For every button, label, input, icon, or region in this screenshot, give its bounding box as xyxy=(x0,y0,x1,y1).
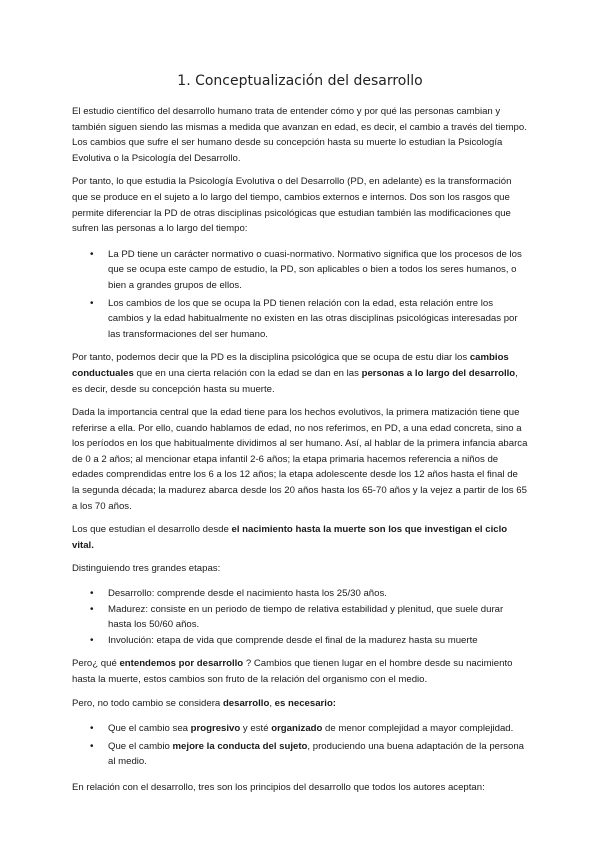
list-item: • Los cambios de los que se ocupa la PD tienen relación con la edad, esta relación entre los cambios y la edad habitualmente no existen en las otras disciplinas psicológicas interesadas por las transformaciones del ser humano. xyxy=(108,296,528,343)
list-item: • Involución: etapa de vida que comprende desde el final de la madurez hasta su muerte xyxy=(108,633,528,649)
summary-paragraph: Por tanto, podemos decir que la PD es la disciplina psicológica que se ocupa de estu diar los cambios conductuales que en una cierta relación con la edad se dan en las personas a lo largo del desarrollo, es decir, desde su concepción hasta su muerte. xyxy=(72,352,518,395)
necessary-paragraph: Pero, no todo cambio se considera desarrollo, es necesario: xyxy=(72,697,337,709)
definition-paragraph: Por tanto, lo que estudia la Psicología Evolutiva o del Desarrollo (PD, en adelante) es la transformación que se produce en el sujeto a lo largo del tiempo, cambios externos e internos. Dos son los rasgos que permite diferenciar la PD de otras disciplinas psicológicas que estudian también las modificaciones que sufren las personas a lo largo del tiempo: xyxy=(72,176,512,235)
intro-paragraph: El estudio científico del desarrollo humano trata de entender cómo y por qué las personas cambian y también siguen siendo las mismas a medida que avanzan en edad, es decir, el cambio a través del tiempo. Los cambios que sufre el ser humano desde su concepción hasta su muerte lo estudian la Psicología Evolutiva o la Psicología del Desarrollo. xyxy=(72,106,527,164)
list-item: • La PD tiene un carácter normativo o cuasi-normativo. Normativo significa que los procesos de los que se ocupa este campo de estudio, la PD, son aplicables o bien a todos los seres humanos, o bien a grandes grupos de ellos. xyxy=(108,247,528,294)
list-item: • Desarrollo: comprende desde el nacimiento hasta los 25/30 años. xyxy=(108,586,528,602)
list-item: • Que el cambio sea progresivo y esté organizado de menor complejidad a mayor complejidad. xyxy=(108,721,528,737)
stages-intro: Distinguiendo tres grandes etapas: xyxy=(72,563,221,575)
age-paragraph: Dada la importancia central que la edad tiene para los hechos evolutivos, la primera matización tiene que referirse a ella. Por ello, cuando hablamos de edad, no nos referimos, en PD, a una edad concreta, sino a los períodos en los que habitualmente dividimos al ser humano. Así, al hablar de la primera infancia abarca de 0 a 2 años; al mencionar etapa infantil 2-6 años; la etapa primaria hacemos referencia a niños de edades comprendidas entre los 6 a los 12 años; la etapa adolescente desde los 12 años hasta el final de la segunda década; la madurez abarca desde los 20 años hasta los 65-70 años y la vejez a partir de los 65 a los 70 años. xyxy=(72,407,528,512)
list-item: • Que el cambio mejore la conducta del sujeto, produciendo una buena adaptación de la persona al medio. xyxy=(108,739,528,770)
development-definition: Pero¿ qué entendemos por desarrollo ? Cambios que tienen lugar en el hombre desde su nacimiento hasta la muerte, estos cambios son fruto de la relación del organismo con el medio. xyxy=(72,658,513,685)
traits-list xyxy=(72,247,528,343)
list-item: • Madurez: consiste en un periodo de tiempo de relativa estabilidad y plenitud, que suele durar hasta los 50/60 años. xyxy=(108,602,528,633)
life-cycle-paragraph: Los que estudian el desarrollo desde el nacimiento hasta la muerte son los que investigan el ciclo vital. xyxy=(72,524,508,551)
conditions-list xyxy=(72,721,528,770)
stages-list xyxy=(72,586,528,648)
section-title: 1. Conceptualización del desarrollo xyxy=(177,73,423,89)
principles-paragraph: En relación con el desarrollo, tres son los principios del desarrollo que todos los autores aceptan: xyxy=(72,781,485,793)
